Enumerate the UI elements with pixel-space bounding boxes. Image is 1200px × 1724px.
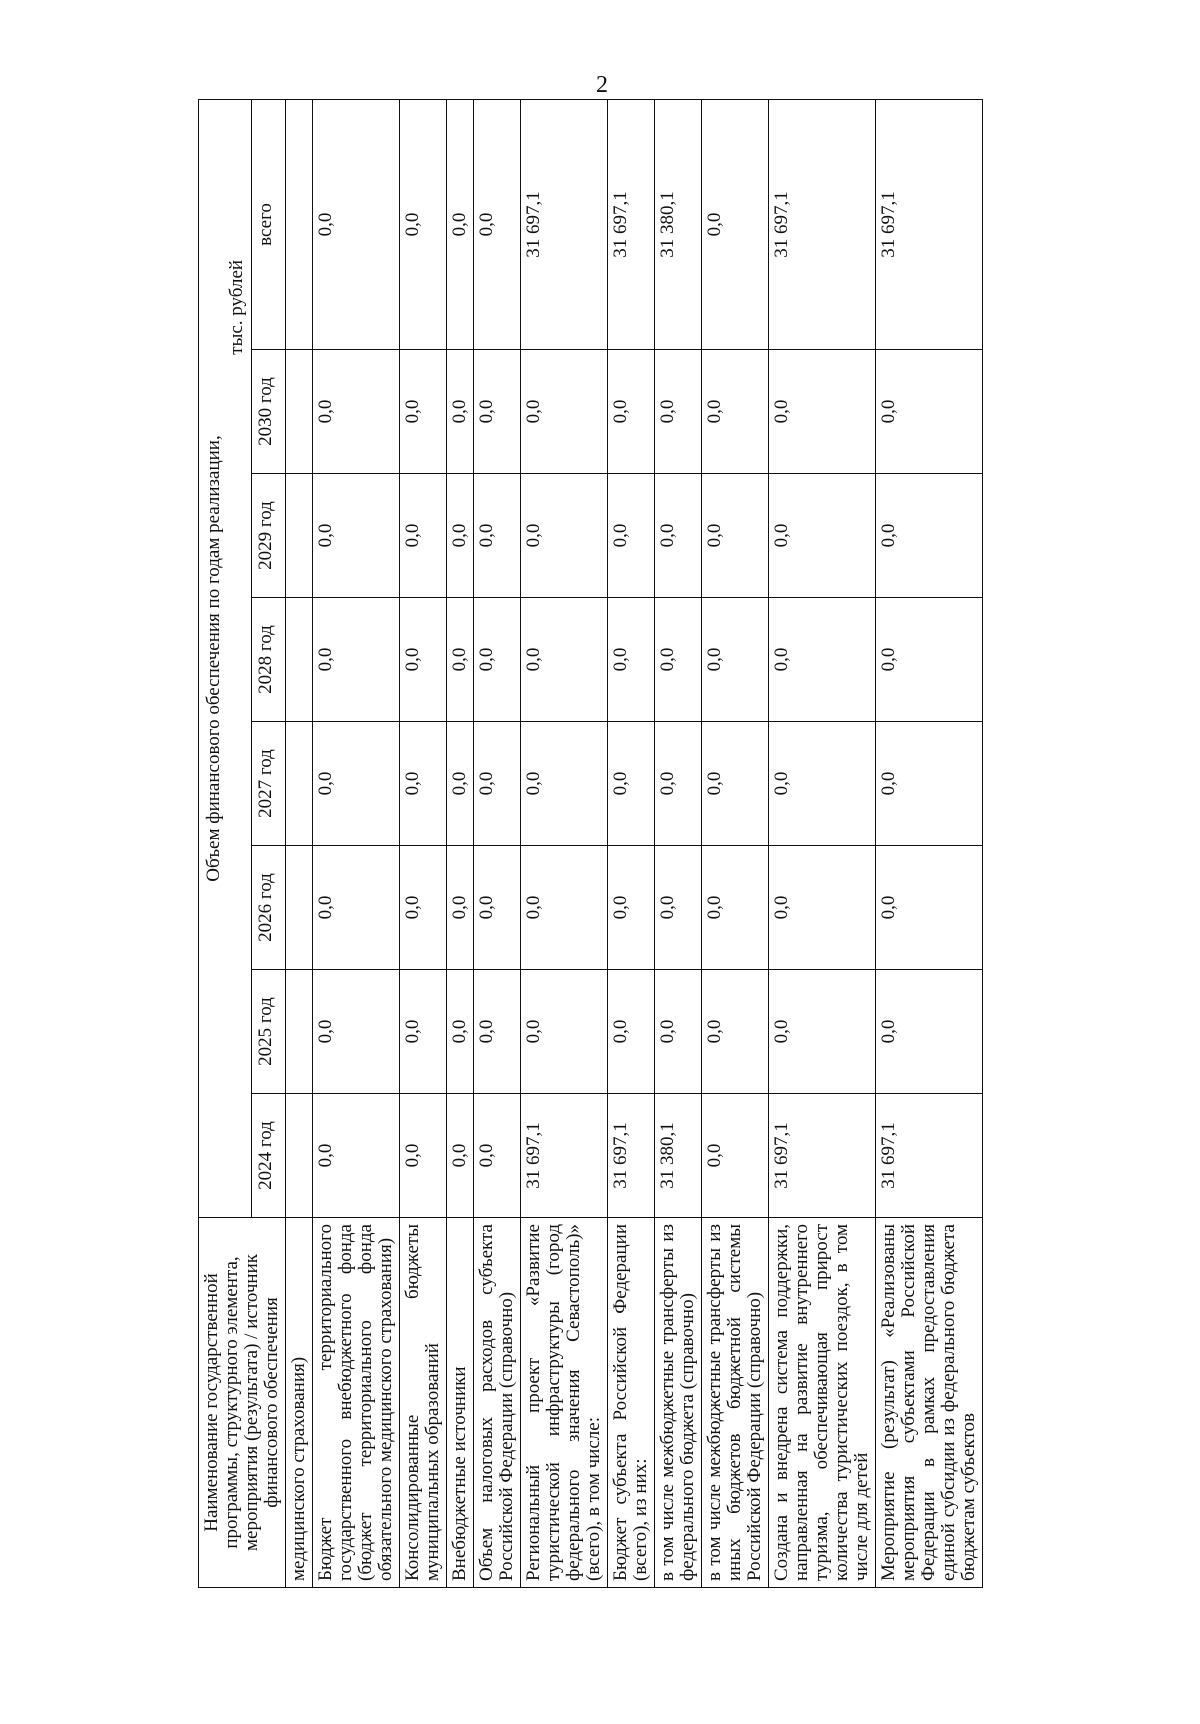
row-year-value: 0,0 [876,970,983,1094]
row-year-value: 0,0 [702,598,769,722]
row-year-value: 0,0 [474,722,521,846]
header-name-column: Наименование государственной программы, структурного элемента, мероприятия (результата) / источник финансового обеспечения [199,1218,286,1588]
row-year-value: 0,0 [702,350,769,474]
page-number: 2 [596,72,608,98]
row-name: Объем налоговых расходов субъекта Российской Федерации (справочно) [474,1218,521,1588]
row-total-value: 31 697,1 [521,99,608,349]
row-year-value: 0,0 [521,722,608,846]
row-year-value: 0,0 [313,598,400,722]
table-row [876,99,983,1587]
header-year: 2028 год [252,598,286,722]
row-year-value: 0,0 [400,1094,447,1218]
row-year-value: 0,0 [655,722,702,846]
table-row [769,99,876,1587]
row-year-value [286,350,313,474]
row-year-value: 0,0 [769,722,876,846]
header-year: 2024 год [252,1094,286,1218]
row-total-value: 31 380,1 [655,99,702,349]
row-year-value: 0,0 [447,474,474,598]
row-year-value: 0,0 [608,474,655,598]
row-year-value: 0,0 [400,474,447,598]
row-year-value [286,846,313,970]
row-year-value: 0,0 [769,970,876,1094]
row-year-value: 0,0 [474,846,521,970]
row-name: Бюджет территориального государственного внебюджетного фонда (бюджет территориального фонда обязательного медицинского страхования) [313,1218,400,1588]
row-year-value [286,1094,313,1218]
row-year-value: 31 697,1 [769,1094,876,1218]
row-year-value: 0,0 [400,970,447,1094]
row-name: Региональный проект «Развитие туристической инфраструктуры (город федерального значения Севастополь)» (всего), в том числе: [521,1218,608,1588]
row-year-value: 0,0 [313,1094,400,1218]
row-year-value: 0,0 [313,970,400,1094]
row-name: медицинского страхования) [286,1218,313,1588]
header-year: 2029 год [252,474,286,598]
row-total-value [286,99,313,349]
row-total-value: 0,0 [400,99,447,349]
row-year-value: 0,0 [474,1094,521,1218]
header-year: 2025 год [252,970,286,1094]
row-year-value: 0,0 [876,350,983,474]
row-year-value [286,970,313,1094]
row-year-value: 0,0 [769,350,876,474]
row-year-value: 0,0 [447,350,474,474]
row-year-value: 31 697,1 [876,1094,983,1218]
row-year-value: 0,0 [769,846,876,970]
row-total-value: 31 697,1 [876,99,983,349]
row-year-value: 0,0 [521,846,608,970]
row-total-value: 0,0 [702,99,769,349]
row-year-value: 0,0 [876,474,983,598]
row-year-value: 0,0 [313,350,400,474]
row-year-value: 0,0 [447,846,474,970]
row-year-value: 0,0 [474,474,521,598]
row-year-value: 0,0 [400,350,447,474]
row-year-value [286,474,313,598]
row-total-value: 0,0 [474,99,521,349]
row-total-value: 0,0 [447,99,474,349]
table-row [447,99,474,1587]
table-row [286,99,313,1587]
finance-table [198,99,983,1588]
row-name: в том числе межбюджетные трансферты из иных бюджетов бюджетной системы Российской Федерации (справочно) [702,1218,769,1588]
row-year-value [286,598,313,722]
row-year-value: 31 697,1 [608,1094,655,1218]
row-year-value: 0,0 [447,1094,474,1218]
header-year: 2030 год [252,350,286,474]
row-year-value: 0,0 [608,598,655,722]
row-year-value: 0,0 [876,598,983,722]
table-row [655,99,702,1587]
row-name: Внебюджетные источники [447,1218,474,1588]
row-year-value: 0,0 [702,722,769,846]
table-row [702,99,769,1587]
row-name: Мероприятие (результат) «Реализованы мероприятия субъектами Российской Федерации в рамках предоставления единой субсидии из федерального бюджета бюджетам субъектов [876,1218,983,1588]
row-year-value: 0,0 [521,350,608,474]
row-year-value: 0,0 [521,598,608,722]
header-unit: тыс. рублей [227,99,252,1217]
table-row [400,99,447,1587]
row-year-value: 0,0 [655,970,702,1094]
row-year-value: 0,0 [474,970,521,1094]
row-year-value [286,722,313,846]
row-year-value: 0,0 [474,598,521,722]
header-volume-title: Объем финансового обеспечения по годам реализации, [199,99,227,1217]
row-year-value: 0,0 [474,350,521,474]
rotated-page-area [198,100,1200,1588]
row-year-value: 0,0 [876,722,983,846]
row-total-value: 31 697,1 [769,99,876,349]
row-year-value: 0,0 [521,970,608,1094]
row-year-value: 0,0 [702,846,769,970]
row-year-value: 0,0 [702,1094,769,1218]
row-year-value: 0,0 [655,474,702,598]
table-row [474,99,521,1587]
header-year: 2026 год [252,846,286,970]
row-year-value: 0,0 [655,350,702,474]
row-year-value: 0,0 [769,474,876,598]
header-year-total: всего [252,99,286,349]
row-year-value: 31 380,1 [655,1094,702,1218]
row-year-value: 0,0 [769,598,876,722]
row-year-value: 0,0 [313,722,400,846]
row-year-value: 0,0 [400,846,447,970]
row-year-value: 0,0 [608,722,655,846]
row-name: Создана и внедрена система поддержки, направленная на развитие внутреннего туризма, обеспечивающая прирост количества туристических поездок, в том числе для детей [769,1218,876,1588]
row-total-value: 31 697,1 [608,99,655,349]
row-year-value: 0,0 [313,474,400,598]
finance-table-sheet [198,100,1200,1588]
row-year-value: 0,0 [521,474,608,598]
row-year-value: 0,0 [608,970,655,1094]
row-name: в том числе межбюджетные трансферты из федерального бюджета (справочно) [655,1218,702,1588]
table-row [608,99,655,1587]
row-year-value: 0,0 [608,846,655,970]
row-year-value: 0,0 [608,350,655,474]
table-row [313,99,400,1587]
table-row [521,99,608,1587]
row-total-value: 0,0 [313,99,400,349]
header-year: 2027 год [252,722,286,846]
row-year-value: 0,0 [702,970,769,1094]
row-year-value: 0,0 [313,846,400,970]
row-year-value: 0,0 [447,722,474,846]
row-year-value: 0,0 [655,598,702,722]
row-year-value: 31 697,1 [521,1094,608,1218]
row-year-value: 0,0 [655,846,702,970]
row-year-value: 0,0 [702,474,769,598]
row-year-value: 0,0 [447,598,474,722]
row-year-value: 0,0 [400,722,447,846]
row-year-value: 0,0 [876,846,983,970]
row-year-value: 0,0 [447,970,474,1094]
row-year-value: 0,0 [400,598,447,722]
row-name: Консолидированные бюджеты муниципальных образований [400,1218,447,1588]
row-name: Бюджет субъекта Российской Федерации (всего), из них: [608,1218,655,1588]
